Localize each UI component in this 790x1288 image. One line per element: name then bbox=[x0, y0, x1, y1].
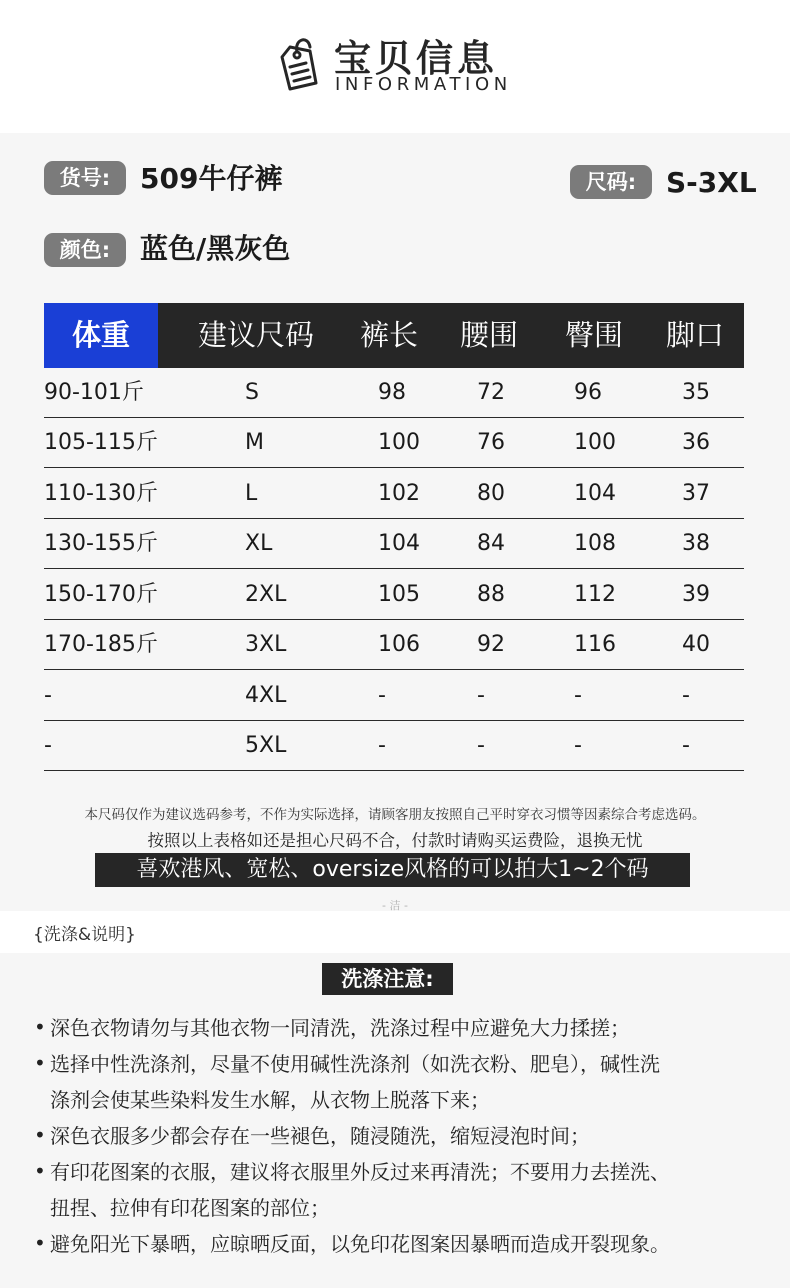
cell-hip: - bbox=[574, 733, 582, 758]
section-caption: {洗涤&说明} bbox=[33, 925, 136, 945]
wash-tip-continued: 扭捏、拉伸有印花图案的部位； bbox=[50, 1196, 330, 1220]
cell-leg-opening: 39 bbox=[682, 582, 710, 607]
header bbox=[0, 0, 790, 133]
cell-weight: 105-115斤 bbox=[44, 430, 158, 455]
bullet-icon: • bbox=[34, 1015, 46, 1039]
oversize-tip-banner: 喜欢港风、宽松、oversize风格的可以拍大1~2个码 bbox=[95, 853, 690, 887]
cell-waist: 88 bbox=[477, 582, 505, 607]
washing-instructions-panel bbox=[0, 953, 790, 1288]
cell-hip: - bbox=[574, 683, 582, 708]
cell-size: XL bbox=[245, 531, 273, 556]
cell-waist: - bbox=[477, 683, 485, 708]
cell-length: 102 bbox=[378, 481, 420, 506]
header-length: 裤长 bbox=[360, 318, 419, 352]
wash-tip: 深色衣物请勿与其他衣物一同清洗，洗涤过程中应避免大力揉搓； bbox=[50, 1016, 630, 1040]
table-row bbox=[44, 721, 744, 771]
color-badge: 颜色: bbox=[44, 233, 126, 267]
color-value: 蓝色/黑灰色 bbox=[140, 232, 291, 265]
cell-waist: 80 bbox=[477, 481, 505, 506]
cell-length: - bbox=[378, 733, 386, 758]
page-title: 宝贝信息 bbox=[334, 37, 498, 80]
cell-leg-opening: - bbox=[682, 683, 690, 708]
header-weight: 体重 bbox=[44, 303, 158, 368]
cell-leg-opening: 36 bbox=[682, 430, 710, 455]
bullet-icon: • bbox=[34, 1159, 46, 1183]
cell-length: 98 bbox=[378, 380, 406, 405]
bullet-icon: • bbox=[34, 1123, 46, 1147]
cell-size: 3XL bbox=[245, 632, 287, 657]
header-waist: 腰围 bbox=[460, 318, 519, 352]
wash-tip: 深色衣服多少都会存在一些褪色，随浸随洗，缩短浸泡时间； bbox=[50, 1124, 590, 1148]
cell-waist: 92 bbox=[477, 632, 505, 657]
table-row bbox=[44, 469, 744, 519]
cell-size: L bbox=[245, 481, 258, 506]
cell-waist: - bbox=[477, 733, 485, 758]
cell-weight: - bbox=[44, 733, 52, 758]
size-badge: 尺码: bbox=[570, 165, 652, 199]
wash-tip: 避免阳光下暴晒，应晾晒反面，以免印花图案因暴晒而造成开裂现象。 bbox=[50, 1232, 670, 1256]
cell-weight: 170-185斤 bbox=[44, 632, 158, 657]
cell-waist: 76 bbox=[477, 430, 505, 455]
header-hip: 臀围 bbox=[565, 318, 624, 352]
cell-hip: 100 bbox=[574, 430, 616, 455]
table-row bbox=[44, 519, 744, 569]
cell-length: 105 bbox=[378, 582, 420, 607]
wash-tip-continued: 涤剂会使某些染料发生水解，从衣物上脱落下来； bbox=[50, 1088, 490, 1112]
table-row bbox=[44, 671, 744, 721]
header-suggested-size: 建议尺码 bbox=[198, 318, 315, 352]
cell-leg-opening: 35 bbox=[682, 380, 710, 405]
cell-waist: 84 bbox=[477, 531, 505, 556]
wash-tip: 有印花图案的衣服，建议将衣服里外反过来再清洗；不要用力去搓洗、 bbox=[50, 1160, 670, 1184]
shipping-insurance-note: 按照以上表格如还是担心尺码不合，付款时请购买运费险，退换无忧 bbox=[147, 831, 643, 850]
cell-hip: 104 bbox=[574, 481, 616, 506]
cell-weight: 130-155斤 bbox=[44, 531, 158, 556]
cell-length: 104 bbox=[378, 531, 420, 556]
size-disclaimer: 本尺码仅作为建议选码参考，不作为实际选择，请顾客朋友按照自己平时穿衣习惯等因素综合考虑选码。 bbox=[84, 807, 706, 823]
size-range-value: S-3XL bbox=[666, 166, 757, 199]
cell-size: M bbox=[245, 430, 264, 455]
watermark-text: - 洁 - bbox=[382, 899, 408, 912]
cell-hip: 112 bbox=[574, 582, 616, 607]
cell-length: - bbox=[378, 683, 386, 708]
wash-tip: 选择中性洗涤剂，尽量不使用碱性洗涤剂（如洗衣粉、肥皂），碱性洗 bbox=[50, 1052, 660, 1076]
header-leg-opening: 脚口 bbox=[666, 318, 725, 352]
cell-leg-opening: - bbox=[682, 733, 690, 758]
cell-size: 4XL bbox=[245, 683, 287, 708]
size-table-header bbox=[44, 303, 744, 368]
cell-hip: 108 bbox=[574, 531, 616, 556]
cell-length: 106 bbox=[378, 632, 420, 657]
cell-size: S bbox=[245, 380, 259, 405]
cell-size: 5XL bbox=[245, 733, 287, 758]
cell-leg-opening: 38 bbox=[682, 531, 710, 556]
table-row bbox=[44, 620, 744, 670]
item-no-badge: 货号: bbox=[44, 161, 126, 195]
cell-weight: - bbox=[44, 683, 52, 708]
bullet-icon: • bbox=[34, 1051, 46, 1075]
cell-weight: 150-170斤 bbox=[44, 582, 158, 607]
price-tag-icon bbox=[276, 33, 322, 93]
cell-weight: 90-101斤 bbox=[44, 380, 144, 405]
cell-waist: 72 bbox=[477, 380, 505, 405]
table-row bbox=[44, 418, 744, 468]
cell-leg-opening: 40 bbox=[682, 632, 710, 657]
bullet-icon: • bbox=[34, 1231, 46, 1255]
cell-size: 2XL bbox=[245, 582, 287, 607]
cell-leg-opening: 37 bbox=[682, 481, 710, 506]
cell-length: 100 bbox=[378, 430, 420, 455]
cell-hip: 96 bbox=[574, 380, 602, 405]
item-no-value: 509牛仔裤 bbox=[140, 162, 283, 195]
table-row bbox=[44, 368, 744, 418]
product-info-panel bbox=[0, 133, 790, 911]
table-row bbox=[44, 570, 744, 620]
washing-title: 洗涤注意: bbox=[322, 963, 453, 995]
cell-weight: 110-130斤 bbox=[44, 481, 158, 506]
cell-hip: 116 bbox=[574, 632, 616, 657]
page-subtitle: INFORMATION bbox=[335, 74, 512, 95]
